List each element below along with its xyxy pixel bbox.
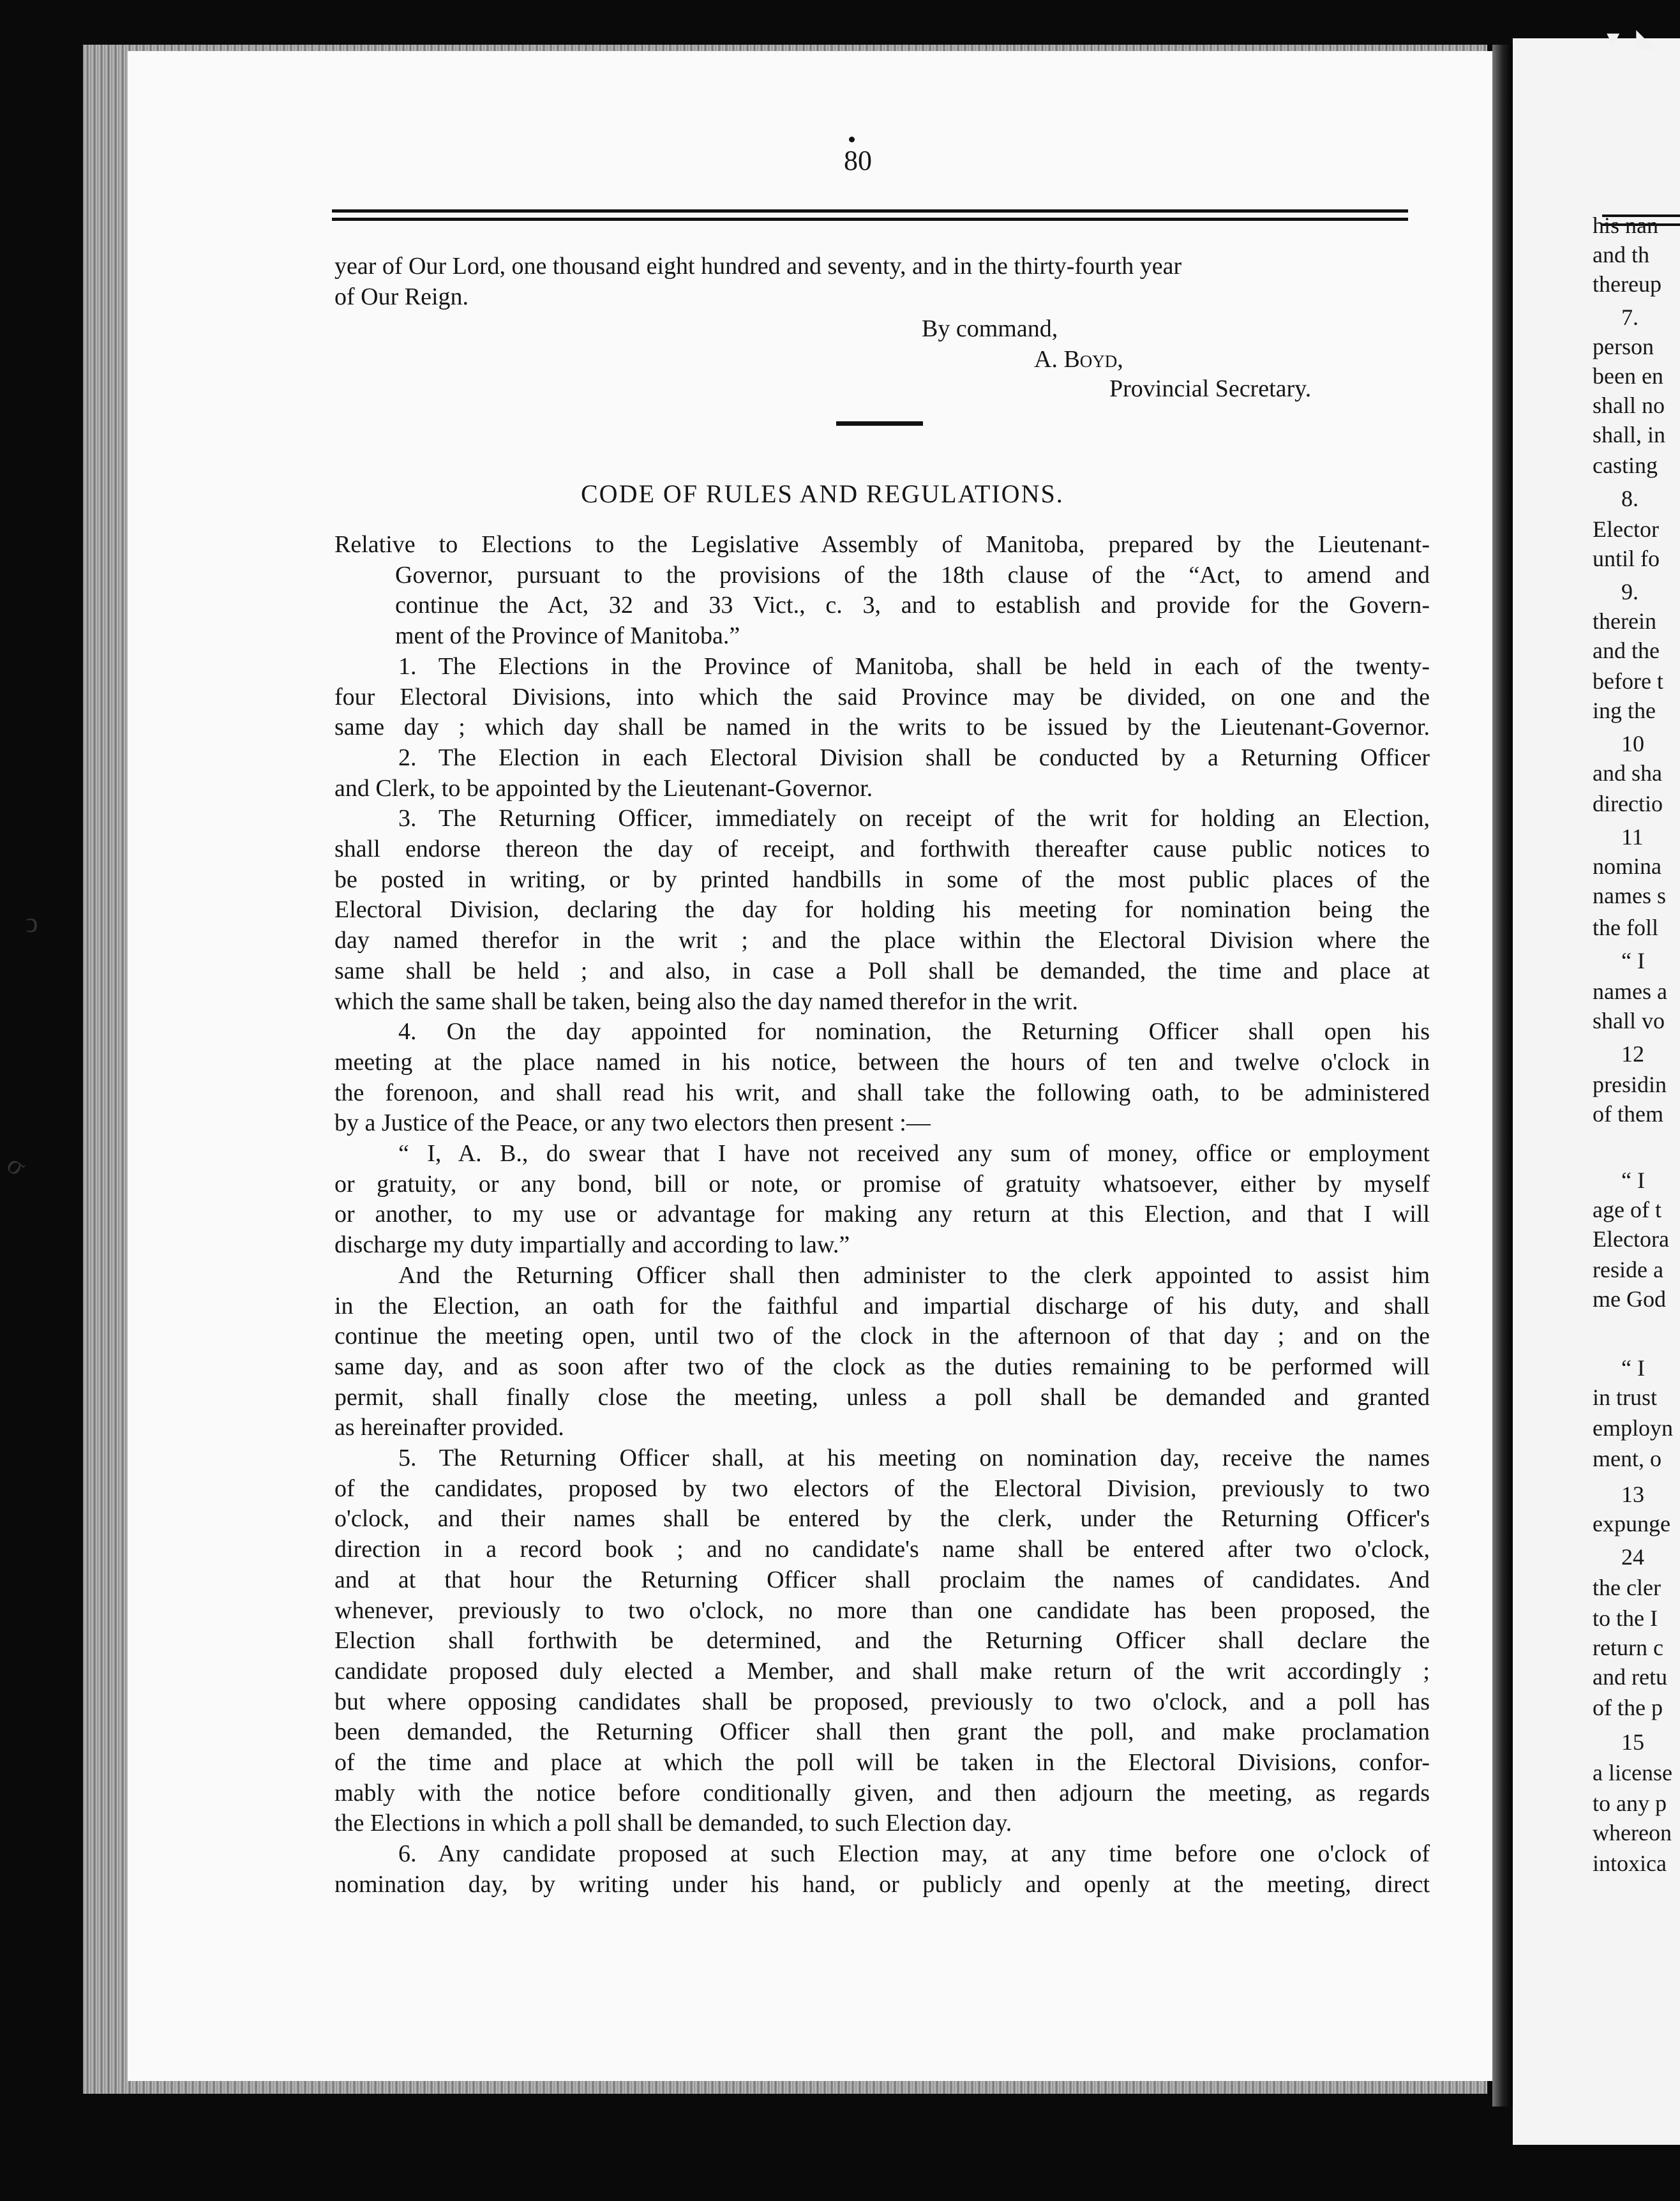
right-page-fragment: been en <box>1593 363 1663 389</box>
opening-line: of Our Reign. <box>334 283 469 310</box>
corner-mark-icon: ▾ ◣ <box>1607 24 1661 52</box>
right-page-fragment: in trust <box>1593 1385 1658 1410</box>
right-page-fragment: of them <box>1593 1101 1663 1127</box>
right-page-fragment: therein <box>1593 608 1656 634</box>
right-page-fragment: 13 <box>1621 1482 1644 1507</box>
right-page-fragment: casting <box>1593 453 1658 478</box>
body-line: the Elections in which a poll shall be demanded, to such Election day. <box>334 1810 1012 1837</box>
right-page-fragment: until fo <box>1593 546 1660 571</box>
body-line: And the Returning Officer shall then administer to the clerk appointed to assist him <box>398 1261 1430 1289</box>
right-page-fragment: shall, in <box>1593 422 1665 447</box>
right-page-fragment: ment, o <box>1593 1446 1661 1471</box>
signature-name: A. Boyd, <box>1034 346 1123 373</box>
right-page <box>1513 38 1680 2145</box>
body-line: shall endorse thereon the day of receipt, and forthwith thereafter cause public notices to <box>334 836 1430 862</box>
right-page-fragment: employn <box>1593 1415 1673 1441</box>
body-line: same shall be held ; and also, in case a Poll shall be demanded, the time and place at <box>334 957 1430 984</box>
book-gutter <box>1492 45 1513 2107</box>
body-line: mably with the notice before conditionally given, and then adjourn the meeting, as regards <box>334 1779 1430 1807</box>
header-double-rule <box>332 209 1408 221</box>
body-line: permit, shall finally close the meeting, unless a poll shall be demanded and granted <box>334 1383 1430 1411</box>
right-page-fragment: directio <box>1593 791 1663 816</box>
right-page-fragment: presidin <box>1593 1072 1667 1097</box>
opening-line: year of Our Lord, one thousand eight hundred and seventy, and in the thirty-fourth year <box>334 253 1182 280</box>
body-line: or another, to my use or advantage for making any return at this Election, and that I will <box>334 1201 1430 1228</box>
body-line: in the Election, an oath for the faithful and impartial discharge of his duty, and shall <box>334 1292 1430 1319</box>
body-line: continue the meeting open, until two of the clock in the afternoon of that day ; and on the <box>334 1323 1430 1350</box>
body-line: by a Justice of the Peace, or any two electors then present :— <box>334 1109 931 1137</box>
right-page-fragment: to any p <box>1593 1791 1667 1816</box>
body-line: Election shall forthwith be determined, and the Returning Officer shall declare the <box>334 1627 1430 1655</box>
right-page-fragment: the cler <box>1593 1575 1661 1600</box>
right-page-fragment: whereon <box>1593 1820 1672 1845</box>
ink-dot <box>849 137 855 142</box>
right-page-fragment: Electora <box>1593 1226 1669 1252</box>
right-page-fragment: of the p <box>1593 1695 1663 1720</box>
right-page-fragment: “ I <box>1621 1355 1645 1381</box>
right-page-fragment: to the I <box>1593 1605 1658 1631</box>
right-page-fragment: 15 <box>1621 1729 1644 1755</box>
body-line: which the same shall be taken, being also the day named therefor in the writ. <box>334 988 1078 1015</box>
body-line: same day ; which day shall be named in the writs to be issued by the Lieutenant-Governor. <box>334 714 1430 741</box>
signature-by-command: By command, <box>922 315 1058 342</box>
body-line: ment of the Province of Manitoba.” <box>395 622 740 650</box>
right-page-fragment: shall vo <box>1593 1008 1665 1033</box>
right-page-fragment: 7. <box>1621 304 1639 330</box>
body-line: o'clock, and their names shall be entered by the clerk, under the Returning Officer's <box>334 1505 1430 1533</box>
right-page-fragment: names s <box>1593 883 1666 908</box>
body-line: 6. Any candidate proposed at such Election may, at any time before one o'clock of <box>398 1840 1430 1868</box>
body-line: 2. The Election in each Electoral Division shall be conducted by a Returning Officer <box>398 744 1430 771</box>
page-number: 80 <box>844 145 872 176</box>
body-line: of the candidates, proposed by two electors of the Electoral Division, previously to two <box>334 1475 1430 1502</box>
right-page-fragment: 8. <box>1621 486 1639 511</box>
right-page-fragment: return c <box>1593 1635 1663 1660</box>
body-line: “ I, A. B., do swear that I have not received any sum of money, office or employment <box>398 1140 1430 1167</box>
margin-curl-icon: σ <box>1 1148 33 1182</box>
right-page-fragment: and sha <box>1593 760 1662 786</box>
right-page-fragment: names a <box>1593 979 1667 1004</box>
right-page-fragment: “ I <box>1621 1168 1645 1193</box>
body-line: but where opposing candidates shall be proposed, previously to two o'clock, and a poll has <box>334 1688 1430 1715</box>
right-page-fragment: a license <box>1593 1760 1672 1785</box>
body-line: of the time and place at which the poll will be taken in the Electoral Divisions, confor- <box>334 1749 1430 1776</box>
body-line: meeting at the place named in his notice, between the hours of ten and twelve o'clock in <box>334 1048 1430 1076</box>
right-page-fragment: the foll <box>1593 915 1658 940</box>
right-page-fragment: person <box>1593 334 1654 359</box>
right-page-fragment: Elector <box>1593 516 1659 542</box>
body-line: as hereinafter provided. <box>334 1414 564 1441</box>
right-page-fragment: 10 <box>1621 731 1644 756</box>
body-line: 5. The Returning Officer shall, at his meeting on nomination day, receive the names <box>398 1445 1430 1471</box>
right-page-fragment: before t <box>1593 668 1663 694</box>
body-line: whenever, previously to two o'clock, no more than one candidate has been proposed, the <box>334 1596 1430 1624</box>
right-page-fragment: and the <box>1593 638 1660 663</box>
right-page-fragment: 24 <box>1621 1544 1644 1570</box>
right-page-fragment: age of t <box>1593 1197 1661 1222</box>
body-line: nomination day, by writing under his hand, or publicly and openly at the meeting, direct <box>334 1870 1430 1898</box>
body-line: discharge my duty impartially and according to law.” <box>334 1231 850 1259</box>
body-line: continue the Act, 32 and 33 Vict., c. 3, and to establish and provide for the Govern- <box>395 592 1430 619</box>
right-page-fragment: 9. <box>1621 579 1639 605</box>
body-line: Electoral Division, declaring the day for holding his meeting for nomination being the <box>334 896 1430 924</box>
right-page-fragment: me God <box>1593 1286 1666 1312</box>
right-page-fragment: intoxica <box>1593 1851 1667 1876</box>
body-line: candidate proposed duly elected a Member, and shall make return of the writ accordingly ; <box>334 1657 1430 1685</box>
body-line: direction in a record book ; and no candidate's name shall be entered after two o'clock, <box>334 1536 1430 1563</box>
signature-title: Provincial Secretary. <box>1109 375 1312 402</box>
body-line: Relative to Elections to the Legislative Assembly of Manitoba, prepared by the Lieutenant- <box>334 531 1430 558</box>
right-page-fragment: 12 <box>1621 1041 1644 1067</box>
right-page-fragment: “ I <box>1621 948 1645 973</box>
body-line: Governor, pursuant to the provisions of the 18th clause of the “Act, to amend and <box>395 561 1430 589</box>
right-page-fragment: 11 <box>1621 824 1644 850</box>
margin-curl-icon: ↄ <box>26 907 38 938</box>
body-line: 3. The Returning Officer, immediately on receipt of the writ for holding an Election, <box>398 805 1430 832</box>
body-line: day named therefor in the writ ; and the place within the Electoral Division where the <box>334 927 1430 954</box>
body-line: be posted in writing, or by printed handbills in some of the most public places of the <box>334 866 1430 893</box>
right-page-fragment: and retu <box>1593 1664 1667 1690</box>
body-line: and Clerk, to be appointed by the Lieutenant-Governor. <box>334 774 873 802</box>
right-page-fragment: expunge <box>1593 1511 1670 1536</box>
body-line: been demanded, the Returning Officer shall then grant the poll, and make proclamation <box>334 1718 1430 1746</box>
body-line: the forenoon, and shall read his writ, and shall take the following oath, to be administered <box>334 1079 1430 1106</box>
body-line: and at that hour the Returning Officer shall proclaim the names of candidates. And <box>334 1566 1430 1593</box>
right-page-fragment: ing the <box>1593 698 1656 723</box>
right-page-fragment: shall no <box>1593 393 1665 418</box>
right-page-fragment: nomina <box>1593 853 1661 879</box>
right-page-fragment: and th <box>1593 242 1649 267</box>
right-page-fragment: thereup <box>1593 271 1661 297</box>
body-line: 4. On the day appointed for nomination, the Returning Officer shall open his <box>398 1018 1430 1046</box>
body-line: same day, and as soon after two of the clock as the duties remaining to be performed will <box>334 1353 1430 1380</box>
body-line: 1. The Elections in the Province of Manitoba, shall be held in each of the twenty- <box>398 652 1430 680</box>
section-divider <box>836 421 923 426</box>
body-line: or gratuity, or any bond, bill or note, or promise of gratuity whatsoever, either by myself <box>334 1170 1430 1198</box>
right-page-fragment: reside a <box>1593 1257 1663 1282</box>
section-heading: CODE OF RULES AND REGULATIONS. <box>581 479 1064 508</box>
body-line: four Electoral Divisions, into which the said Province may be divided, on one and the <box>334 683 1430 710</box>
right-page-fragment: his nan <box>1593 213 1658 238</box>
